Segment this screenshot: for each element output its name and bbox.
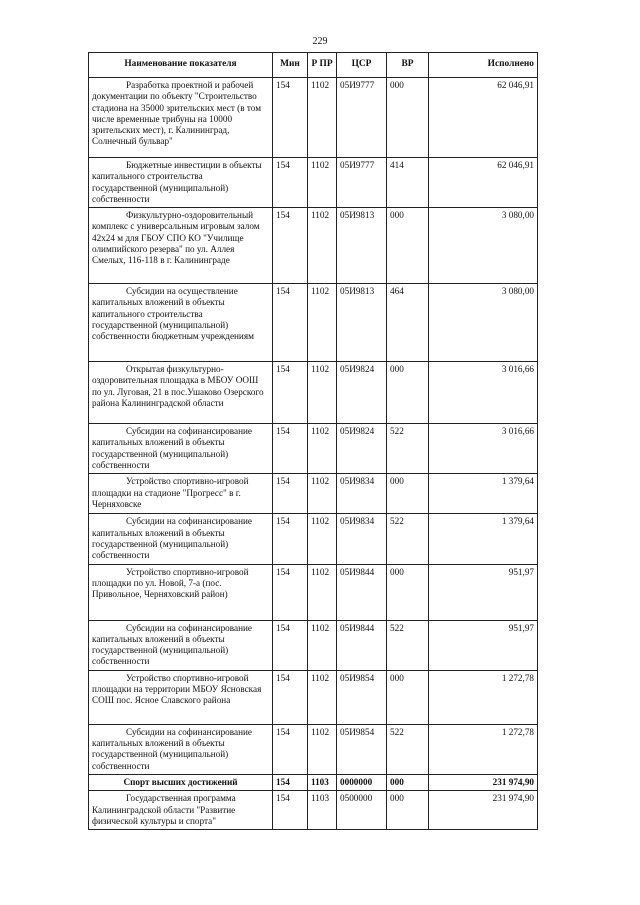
ministry-code: 154 — [273, 424, 308, 474]
executed-amount: 62 046,91 — [429, 78, 538, 158]
table-row — [89, 670, 538, 724]
indicator-name — [89, 284, 273, 362]
section-code: 1102 — [308, 78, 337, 158]
executed-amount: 1 272,78 — [429, 670, 538, 724]
budget-execution-table — [88, 52, 538, 830]
indicator-name — [89, 362, 273, 424]
indicator-name-text: Субсидии на софинансирование капитальных вложений в объекты государственной (муниципальной) собственности — [92, 426, 252, 471]
page-number: 229 — [312, 36, 328, 47]
indicator-name: Спорт высших достижений — [89, 774, 273, 790]
section-code: 1102 — [308, 158, 337, 208]
ministry-code: 154 — [273, 791, 308, 830]
target-article-code: 05И9813 — [337, 208, 387, 284]
expense-type-code: 522 — [387, 424, 429, 474]
ministry-code: 154 — [273, 208, 308, 284]
table-row — [89, 791, 538, 830]
expense-type-code: 522 — [387, 620, 429, 670]
header-rpr: Р ПР — [308, 53, 337, 78]
indicator-name — [89, 620, 273, 670]
table-row — [89, 208, 538, 284]
table-row — [89, 284, 538, 362]
section-code: 1102 — [308, 362, 337, 424]
ministry-code: 154 — [273, 724, 308, 774]
target-article-code: 05И9777 — [337, 78, 387, 158]
indicator-name-text: Бюджетные инвестиции в объекты капитального строительства государственной (муниципальной) собственности — [92, 160, 262, 204]
indicator-name-text: Открытая физкультурно-оздоровительная площадка в МБОУ ООШ по ул. Луговая, 21 в пос.Ушаково Озерского района Калининградской области — [92, 364, 264, 409]
indicator-name-text: Устройство спортивно-игровой площадки по ул. Новой, 7-а (пос. Привольное, Черняховский район) — [92, 566, 249, 600]
section-code: 1102 — [308, 284, 337, 362]
indicator-name-text: Субсидии на софинансирование капитальных вложений в объекты государственной (муниципальной) собственности — [92, 622, 252, 667]
executed-amount: 1 379,64 — [429, 474, 538, 514]
table-row — [89, 620, 538, 670]
executed-amount: 951,97 — [429, 564, 538, 620]
indicator-name — [89, 514, 273, 564]
target-article-code: 05И9844 — [337, 620, 387, 670]
ministry-code: 154 — [273, 158, 308, 208]
section-code: 1102 — [308, 424, 337, 474]
ministry-code: 154 — [273, 284, 308, 362]
ministry-code: 154 — [273, 774, 308, 790]
section-code: 1102 — [308, 564, 337, 620]
indicator-name — [89, 158, 273, 208]
indicator-name-text: Субсидии на софинансирование капитальных вложений в объекты государственной (муниципальной) собственности — [92, 516, 252, 561]
section-code: 1103 — [308, 774, 337, 790]
table-row — [89, 424, 538, 474]
indicator-name-text: Государственная программа Калининградской области "Развитие физической культуры и спорта" — [92, 793, 236, 826]
target-article-code: 05И9834 — [337, 474, 387, 514]
section-code: 1102 — [308, 620, 337, 670]
indicator-name-text: Субсидии на осуществление капитальных вложений в объекты капитального строительства государственной (муниципальной) собственности бюджетным учреждениям — [92, 286, 254, 342]
table-row — [89, 514, 538, 564]
target-article-code: 0500000 — [337, 791, 387, 830]
expense-type-code: 464 — [387, 284, 429, 362]
indicator-name — [89, 564, 273, 620]
expense-type-code: 000 — [387, 474, 429, 514]
expense-type-code: 000 — [387, 774, 429, 790]
table-row — [89, 362, 538, 424]
ministry-code: 154 — [273, 78, 308, 158]
target-article-code: 05И9777 — [337, 158, 387, 208]
target-article-code: 05И9824 — [337, 362, 387, 424]
header-amount: Исполнено — [429, 53, 538, 78]
table-row — [89, 474, 538, 514]
indicator-name — [89, 791, 273, 830]
indicator-name-text: Субсидии на софинансирование капитальных вложений в объекты государственной (муниципальной) собственности — [92, 726, 252, 771]
executed-amount: 1 379,64 — [429, 514, 538, 564]
executed-amount: 231 974,90 — [429, 791, 538, 830]
executed-amount: 3 016,66 — [429, 424, 538, 474]
target-article-code: 05И9813 — [337, 284, 387, 362]
section-code: 1102 — [308, 514, 337, 564]
table-header-row — [89, 53, 538, 78]
expense-type-code: 000 — [387, 564, 429, 620]
target-article-code: 05И9854 — [337, 724, 387, 774]
indicator-name — [89, 474, 273, 514]
ministry-code: 154 — [273, 564, 308, 620]
ministry-code: 154 — [273, 670, 308, 724]
indicator-name — [89, 424, 273, 474]
table-row — [89, 774, 538, 790]
indicator-name — [89, 208, 273, 284]
executed-amount: 3 080,00 — [429, 284, 538, 362]
target-article-code: 0000000 — [337, 774, 387, 790]
table-body — [89, 78, 538, 830]
table-row — [89, 724, 538, 774]
expense-type-code: 000 — [387, 78, 429, 158]
executed-amount: 231 974,90 — [429, 774, 538, 790]
indicator-name-text: Физкультурно-оздоровительный комплекс с универсальным игровым залом 42х24 м для ГБОУ СПО КО "Училище олимпийского резерва" по ул. Аллея Смелых, 116-118 в г. Калининграде — [92, 210, 260, 266]
target-article-code: 05И9854 — [337, 670, 387, 724]
target-article-code: 05И9844 — [337, 564, 387, 620]
section-code: 1102 — [308, 724, 337, 774]
header-name: Наименование показателя — [89, 53, 273, 78]
ministry-code: 154 — [273, 620, 308, 670]
ministry-code: 154 — [273, 362, 308, 424]
indicator-name — [89, 670, 273, 724]
section-code: 1102 — [308, 474, 337, 514]
target-article-code: 05И9834 — [337, 514, 387, 564]
expense-type-code: 522 — [387, 724, 429, 774]
expense-type-code: 000 — [387, 208, 429, 284]
target-article-code: 05И9824 — [337, 424, 387, 474]
expense-type-code: 000 — [387, 670, 429, 724]
header-min: Мин — [273, 53, 308, 78]
executed-amount: 3 080,00 — [429, 208, 538, 284]
expense-type-code: 414 — [387, 158, 429, 208]
indicator-name-text: Устройство спортивно-игровой площадки на стадионе "Прогресс" в г. Черняховске — [92, 476, 249, 509]
indicator-name — [89, 724, 273, 774]
ministry-code: 154 — [273, 474, 308, 514]
ministry-code: 154 — [273, 514, 308, 564]
indicator-name-text: Разработка проектной и рабочей документации по объекту "Строительство стадиона на 35000 зрительских мест (в том числе временные трибуны на 10000 зрительских мест), г. Калининград, Солнечный бульвар" — [92, 80, 262, 147]
table-row — [89, 564, 538, 620]
executed-amount: 1 272,78 — [429, 724, 538, 774]
expense-type-code: 000 — [387, 362, 429, 424]
section-code: 1103 — [308, 791, 337, 830]
header-vr: ВР — [387, 53, 429, 78]
table-row — [89, 78, 538, 158]
executed-amount: 951,97 — [429, 620, 538, 670]
expense-type-code: 522 — [387, 514, 429, 564]
header-csr: ЦСР — [337, 53, 387, 78]
section-code: 1102 — [308, 208, 337, 284]
indicator-name — [89, 78, 273, 158]
indicator-name-text: Устройство спортивно-игровой площадки на территории МБОУ Ясновская СОШ пос. Ясное Славского района — [92, 672, 262, 706]
table-row — [89, 158, 538, 208]
executed-amount: 3 016,66 — [429, 362, 538, 424]
executed-amount: 62 046,91 — [429, 158, 538, 208]
expense-type-code: 000 — [387, 791, 429, 830]
section-code: 1102 — [308, 670, 337, 724]
